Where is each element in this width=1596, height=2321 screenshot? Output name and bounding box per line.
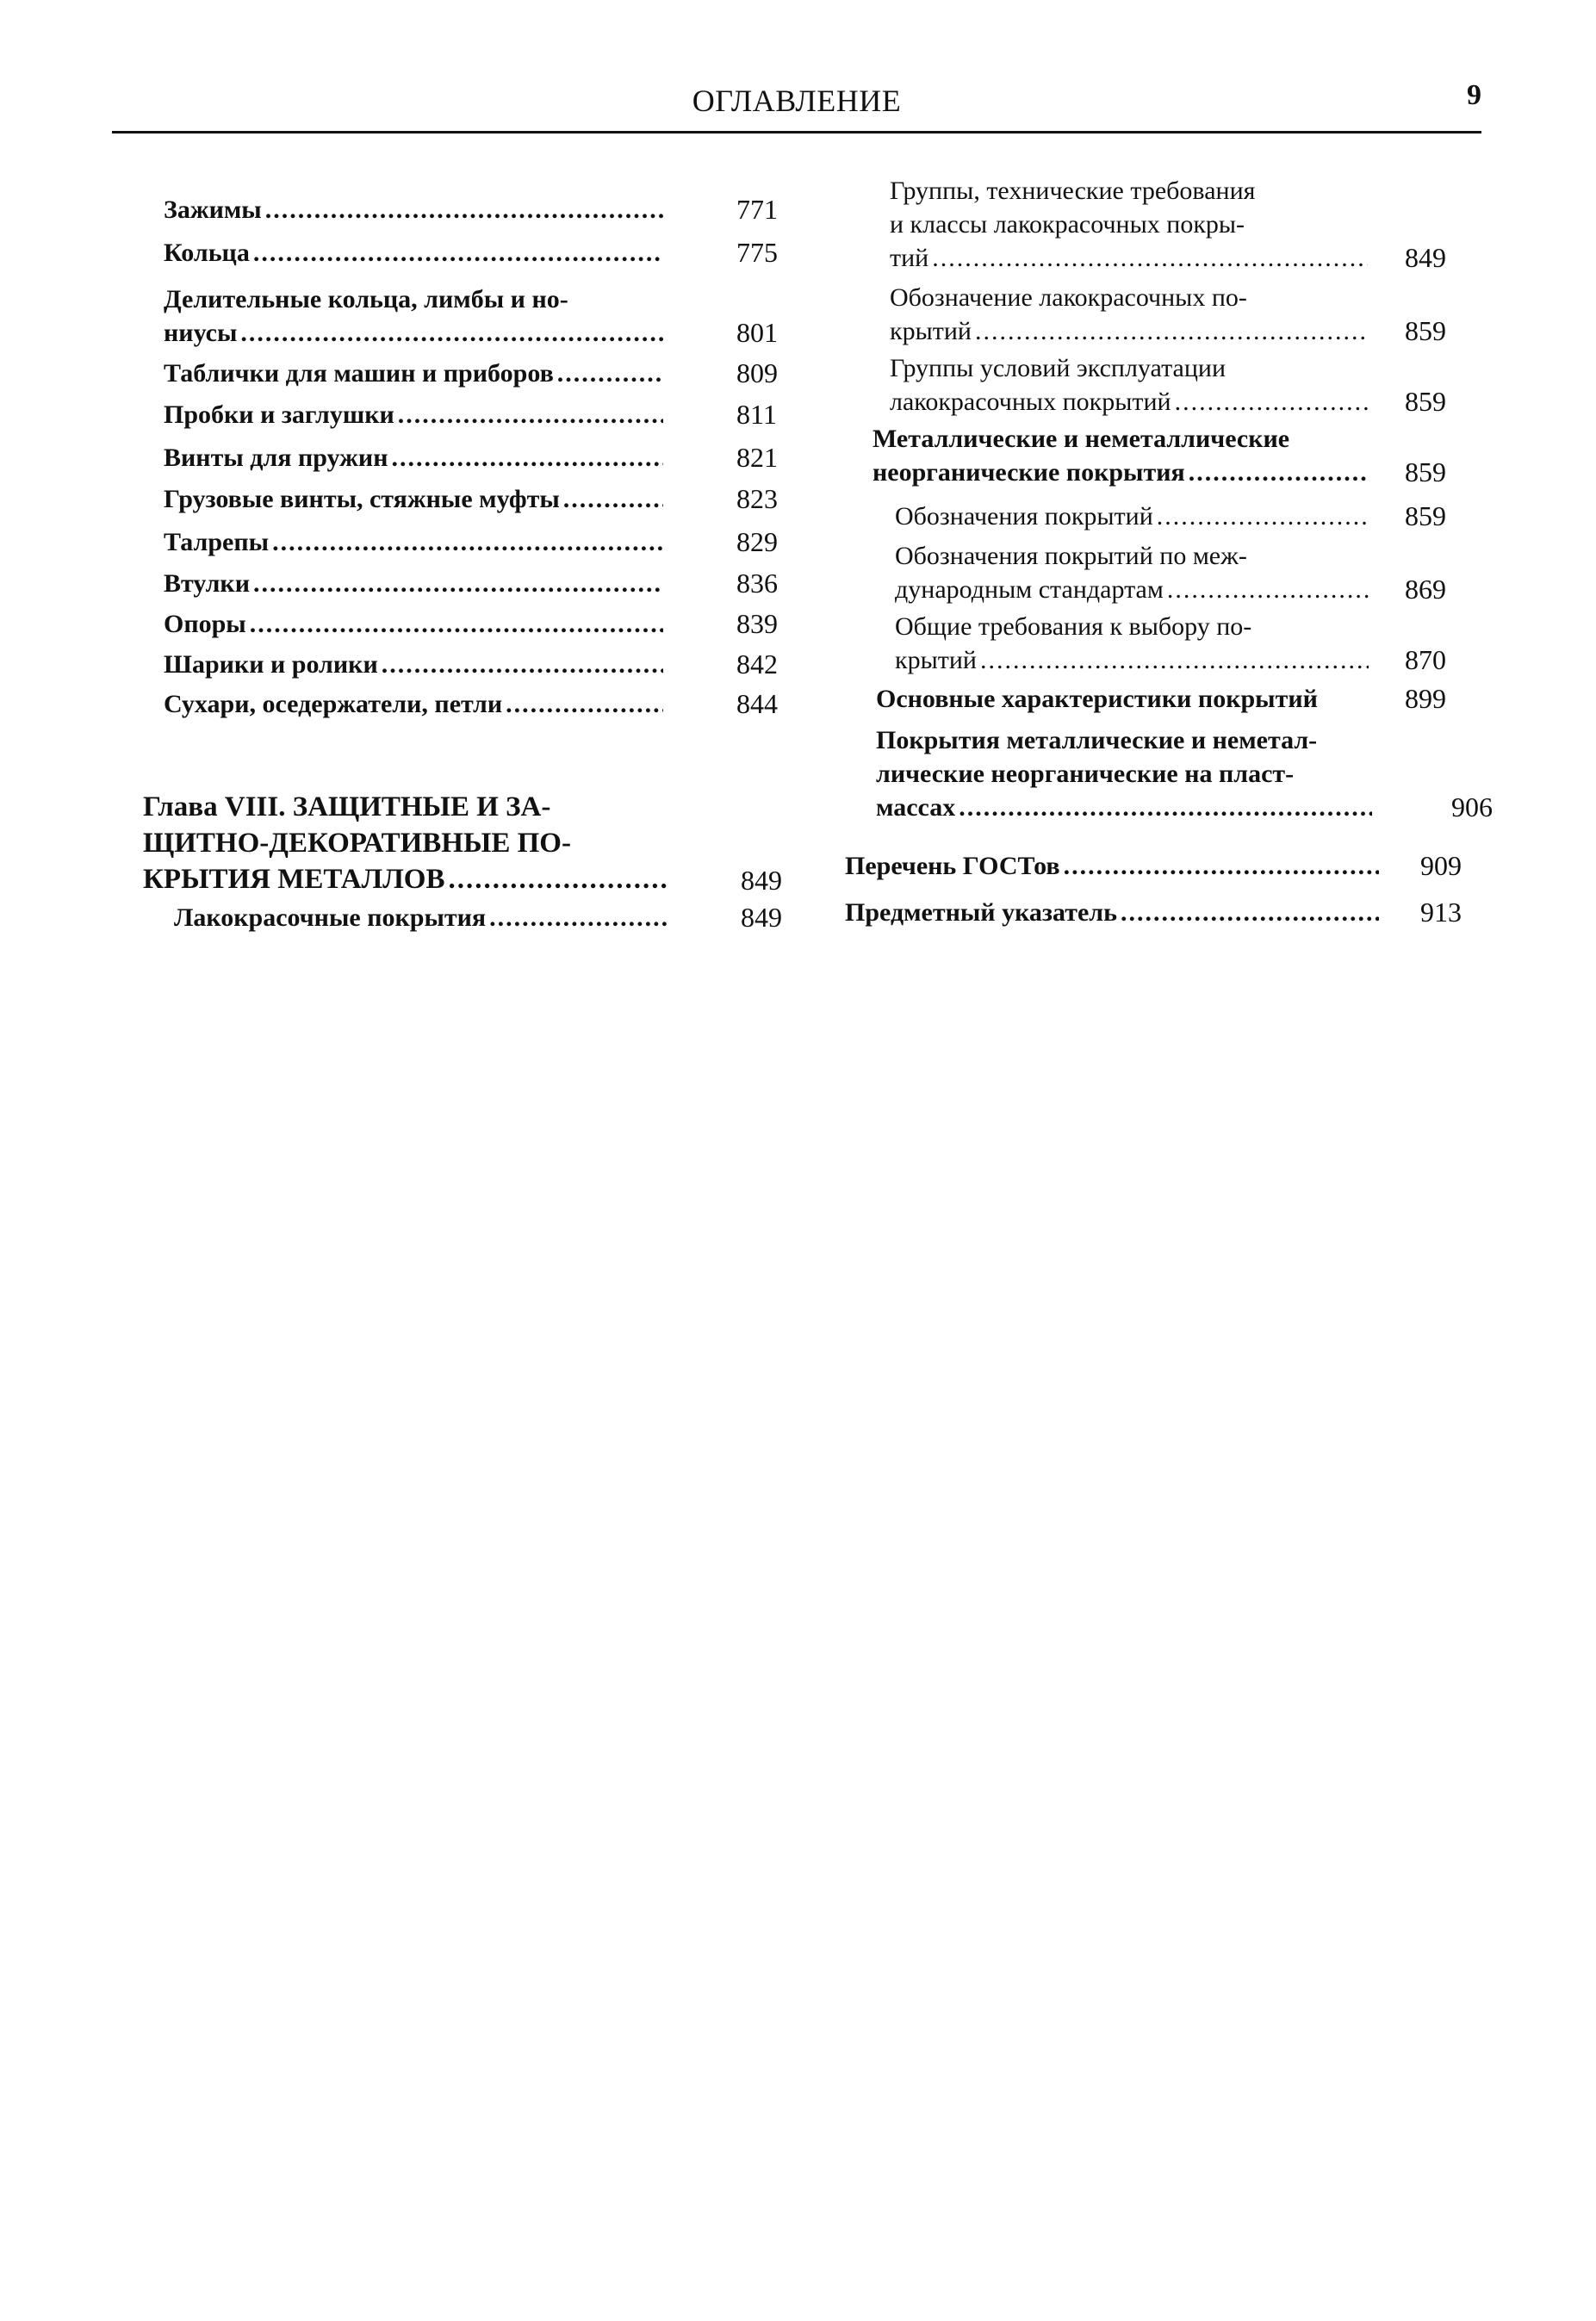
toc-entry-page: 859 — [1405, 500, 1446, 531]
toc-entry[interactable] — [164, 236, 778, 270]
toc-entry-text: Металлические и неметаллические — [873, 425, 1290, 453]
toc-entry[interactable] — [164, 398, 777, 431]
toc-entry-text: Талрепы — [164, 528, 272, 556]
toc-entry-text: Группы условий эксплуатации — [890, 354, 1226, 382]
toc-entry-page: 842 — [736, 649, 778, 680]
toc-entry[interactable] — [845, 849, 1482, 883]
toc-entry-text: Лакокрасочные покрытия — [174, 903, 489, 932]
toc-entry-text-cont: тий — [890, 244, 932, 272]
toc-entry-text-cont: массах — [876, 793, 959, 822]
toc-entry-page: 809 — [736, 357, 778, 388]
toc-entry-page: 771 — [736, 194, 778, 225]
toc-entry-page: 909 — [1420, 850, 1462, 881]
toc-entry[interactable] — [164, 687, 778, 721]
toc-entry-page: 859 — [1405, 315, 1446, 346]
toc-entry[interactable] — [890, 351, 1484, 419]
toc-entry-text-cont: лические неорганические на пласт- — [876, 760, 1295, 788]
toc-chapter-entry[interactable] — [143, 789, 782, 897]
toc-entry-text: Опоры — [164, 610, 250, 638]
toc-entry-page: 849 — [741, 902, 782, 933]
toc-entry-page: 823 — [736, 483, 778, 514]
toc-entry-text: Основные характеристики покрытий — [876, 685, 1318, 713]
toc-entry[interactable] — [890, 174, 1484, 275]
toc-entry-page: 849 — [741, 865, 782, 896]
toc-entry[interactable] — [164, 567, 778, 600]
toc-entry-text: Сухари, оседержатели, петли — [164, 690, 506, 718]
page-header — [112, 79, 1481, 133]
toc-entry-text: Обозначения покрытий — [895, 502, 1157, 531]
toc-entry-page: 859 — [1405, 386, 1446, 417]
toc-entry-text: Таблички для машин и приборов — [164, 359, 557, 388]
toc-entry[interactable] — [845, 896, 1482, 929]
toc-entry-text: Кольца — [164, 239, 253, 267]
toc-entry-text: Группы, технические требования — [890, 177, 1256, 205]
toc-entry-page: 899 — [1405, 683, 1446, 714]
toc-entry-page: 849 — [1405, 242, 1446, 273]
toc-entry-page: 829 — [736, 526, 778, 557]
toc-entry[interactable] — [174, 901, 782, 934]
toc-entry-text: Винты для пружин — [164, 444, 391, 472]
toc-entry-text: Шарики и ролики — [164, 650, 382, 679]
toc-entry-text: Втулки — [164, 569, 253, 598]
toc-entry-text: Зажимы — [164, 195, 265, 224]
toc-entry[interactable] — [164, 193, 778, 227]
toc-entry-text-cont: крытий — [895, 646, 980, 674]
toc-entry-text: Пробки и заглушки — [164, 400, 398, 429]
toc-entry-text: Обозначение лакокрасочных по- — [890, 283, 1247, 312]
toc-entry-text: Делительные кольца, лимбы и но- — [164, 285, 568, 313]
toc-entry-page: 775 — [736, 237, 778, 268]
toc-entry-page: 836 — [736, 568, 778, 599]
header-page-number: 9 — [1467, 79, 1481, 111]
chapter-title-line: ЩИТНО-ДЕКОРАТИВНЫЕ ПО- — [143, 828, 571, 859]
toc-entry-text: Перечень ГОСТов — [845, 852, 1064, 880]
toc-entry-text-cont: дународным стандартам — [895, 575, 1167, 604]
chapter-title-line: Глава VIII. ЗАЩИТНЫЕ И ЗА- — [143, 791, 551, 822]
toc-entry-page: 839 — [736, 608, 778, 639]
toc-entry[interactable] — [164, 282, 778, 350]
toc-entry[interactable] — [876, 682, 1487, 716]
toc-entry-page: 870 — [1405, 644, 1446, 675]
toc-entry[interactable] — [890, 281, 1484, 348]
toc-entry-page: 844 — [736, 688, 778, 719]
toc-entry-page: 811 — [736, 399, 777, 430]
toc-entry[interactable] — [895, 610, 1489, 677]
toc-entry-text-cont: неорганические покрытия — [873, 458, 1189, 487]
toc-entry-page: 801 — [736, 317, 778, 348]
toc-entry[interactable] — [164, 441, 778, 475]
toc-entry[interactable] — [876, 723, 1493, 824]
toc-entry[interactable] — [164, 357, 778, 390]
toc-entry[interactable] — [895, 539, 1489, 606]
toc-entry-text-cont: крытий — [890, 317, 975, 345]
chapter-title-line: КРЫТИЯ МЕТАЛЛОВ — [143, 864, 448, 895]
toc-entry-page: 913 — [1420, 897, 1462, 928]
toc-entry[interactable] — [164, 648, 778, 681]
header-title: ОГЛАВЛЕНИЕ — [692, 84, 902, 118]
toc-entry[interactable] — [164, 482, 778, 516]
toc-entry-text-cont: ниусы — [164, 319, 240, 347]
toc-entry[interactable] — [164, 525, 778, 559]
toc-entry[interactable] — [164, 607, 778, 641]
toc-entry-text: Общие требования к выбору по- — [895, 612, 1252, 641]
toc-entry[interactable] — [895, 500, 1489, 533]
toc-entry-text: Грузовые винты, стяжные муфты — [164, 485, 563, 513]
toc-entry-page: 821 — [736, 442, 778, 473]
toc-entry-text: Обозначения покрытий по меж- — [895, 542, 1247, 570]
toc-entry[interactable] — [873, 422, 1484, 489]
toc-entry-page: 869 — [1405, 574, 1446, 605]
toc-entry-page: 859 — [1405, 456, 1446, 487]
toc-entry-text: Покрытия металлические и неметал- — [876, 726, 1318, 754]
toc-entry-text-cont: и классы лакокрасочных покры- — [890, 210, 1245, 239]
toc-entry-text-cont: лакокрасочных покрытий — [890, 388, 1175, 416]
toc-entry-page: 906 — [1451, 791, 1493, 822]
toc-entry-text: Предметный указатель — [845, 898, 1121, 927]
